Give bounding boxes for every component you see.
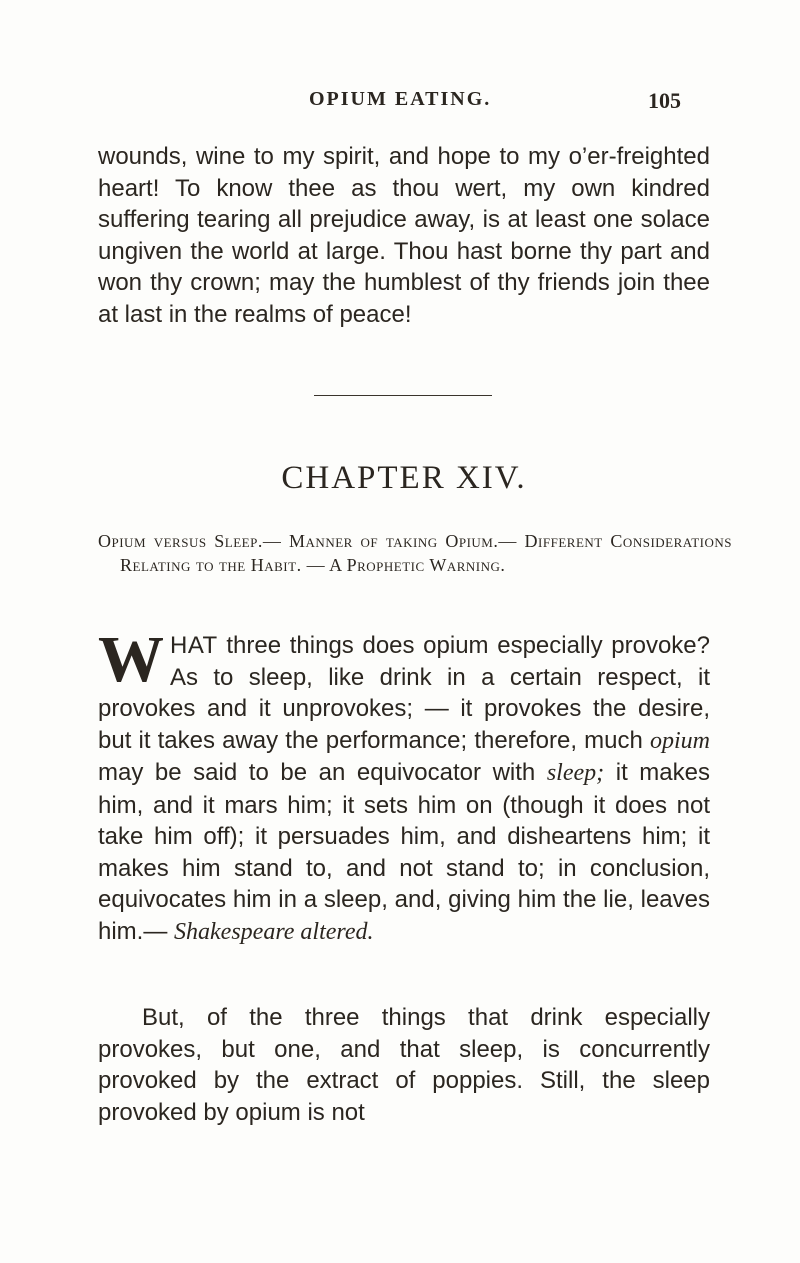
running-title: OPIUM EATING. <box>309 88 492 110</box>
opening-text-part: it makes him, and it mars him; it sets him on (though it does not take him off); it persuades him, and disheartens him; it makes him stand to, and not stand to; in conclusion, equivocates him in a sleep, and, giving him the lie, leaves him.— <box>98 759 710 945</box>
paragraph-continued: But, of the three things that drink especially provokes, but one, and that sleep, is concurrently provoked by the extract of poppies. Still, the sleep provoked by opium is not <box>98 1004 710 1126</box>
opening-text-part: three things does opium especially provoke? As to sleep, like drink in a certain respect, it provokes and it unprovokes; — it provokes the desire, but it takes away the performance; therefore, much <box>98 632 710 754</box>
page-number: 105 <box>648 88 681 113</box>
paragraph-closing-previous-chapter: wounds, wine to my spirit, and hope to my o’er-freighted heart! To know thee as thou wert, my own kindred suffering tearing all prejudice away, is at least one solace ungiven the world at large. Thou hast borne thy part and won thy crown; may the humblest of thy friends join thee at last in the realms of peace! <box>98 143 710 328</box>
chapter-synopsis: Opium versus Sleep.— Manner of taking Opium.— Different Considerations Relating to the Habit. — A Prophetic Warning. <box>98 531 732 575</box>
opening-words: HAT <box>170 632 218 659</box>
page-header <box>0 88 800 118</box>
italic-word: sleep; <box>546 760 605 786</box>
paragraph-opening <box>98 623 710 948</box>
drop-cap: W <box>98 623 164 696</box>
chapter-title: CHAPTER XIV. <box>281 460 527 496</box>
opening-text-part: may be said to be an equivocator with <box>98 759 547 786</box>
quotation-attribution: Shakespeare altered. <box>174 918 374 945</box>
italic-word: opium <box>650 727 710 754</box>
section-divider <box>314 395 492 396</box>
